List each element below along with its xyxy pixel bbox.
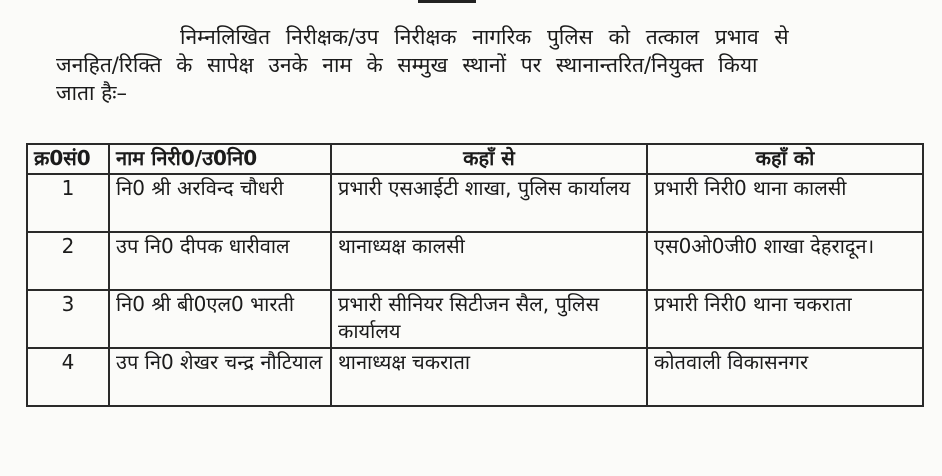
to-post-text: कोतवाली विकासनगर xyxy=(654,350,809,374)
to-post-text: प्रभारी निरी0 थाना चकराता xyxy=(654,292,852,316)
row-officer-name xyxy=(109,174,331,232)
row-from-post xyxy=(331,232,647,290)
row-from-post xyxy=(331,174,647,232)
row-to-post xyxy=(647,174,923,232)
officer-name-text: नि0 श्री बी0एल0 भारती xyxy=(116,292,295,316)
intro-line-2: जनहित/रिक्ति के सापेक्ष उनके नाम के सम्मुख स्थानों पर स्थानान्तरित/नियुक्त किया xyxy=(56,53,758,77)
officer-name-text: नि0 श्री अरविन्द चौधरी xyxy=(116,176,284,200)
header-to: कहॉं को xyxy=(647,144,923,174)
officer-name-text: उप नि0 दीपक धारीवाल xyxy=(116,234,290,258)
row-to-post xyxy=(647,290,923,348)
row-serial: 4 xyxy=(27,348,109,406)
to-post-text: एस0ओ0जी0 शाखा देहरादून। xyxy=(654,234,875,258)
to-post-text: प्रभारी निरी0 थाना कालसी xyxy=(654,176,847,200)
row-serial: 2 xyxy=(27,232,109,290)
row-serial: 1 xyxy=(27,174,109,232)
row-to-post xyxy=(647,232,923,290)
from-post-text: थानाध्यक्ष चकराता xyxy=(338,350,471,374)
from-post-text: प्रभारी एसआईटी शाखा, पुलिस कार्यालय xyxy=(338,176,631,200)
top-underline-mark xyxy=(418,0,476,3)
row-from-post xyxy=(331,290,647,348)
row-serial: 3 xyxy=(27,290,109,348)
row-to-post xyxy=(647,348,923,406)
row-from-post xyxy=(331,348,647,406)
from-post-text: प्रभारी सीनियर सिटीजन सैल, पुलिस कार्यालय xyxy=(338,292,600,343)
header-from: कहॉं से xyxy=(331,144,647,174)
header-name: नाम निरी0/उ0नि0 xyxy=(109,144,331,174)
header-serial: क्र0सं0 xyxy=(27,144,109,174)
table-row xyxy=(27,348,923,406)
row-officer-name xyxy=(109,290,331,348)
table-header-row xyxy=(27,144,923,174)
table-row xyxy=(27,174,923,232)
officer-name-text: उप नि0 शेखर चन्द्र नौटियाल xyxy=(116,350,323,374)
row-officer-name xyxy=(109,348,331,406)
table-row xyxy=(27,232,923,290)
transfer-table xyxy=(26,143,924,407)
intro-line-3: जाता हैः– xyxy=(56,81,127,105)
from-post-text: थानाध्यक्ष कालसी xyxy=(338,234,465,258)
table-row xyxy=(27,290,923,348)
row-officer-name xyxy=(109,232,331,290)
intro-line-1: निम्नलिखित निरीक्षक/उप निरीक्षक नागरिक पुलिस को तत्काल प्रभाव से xyxy=(180,25,789,49)
